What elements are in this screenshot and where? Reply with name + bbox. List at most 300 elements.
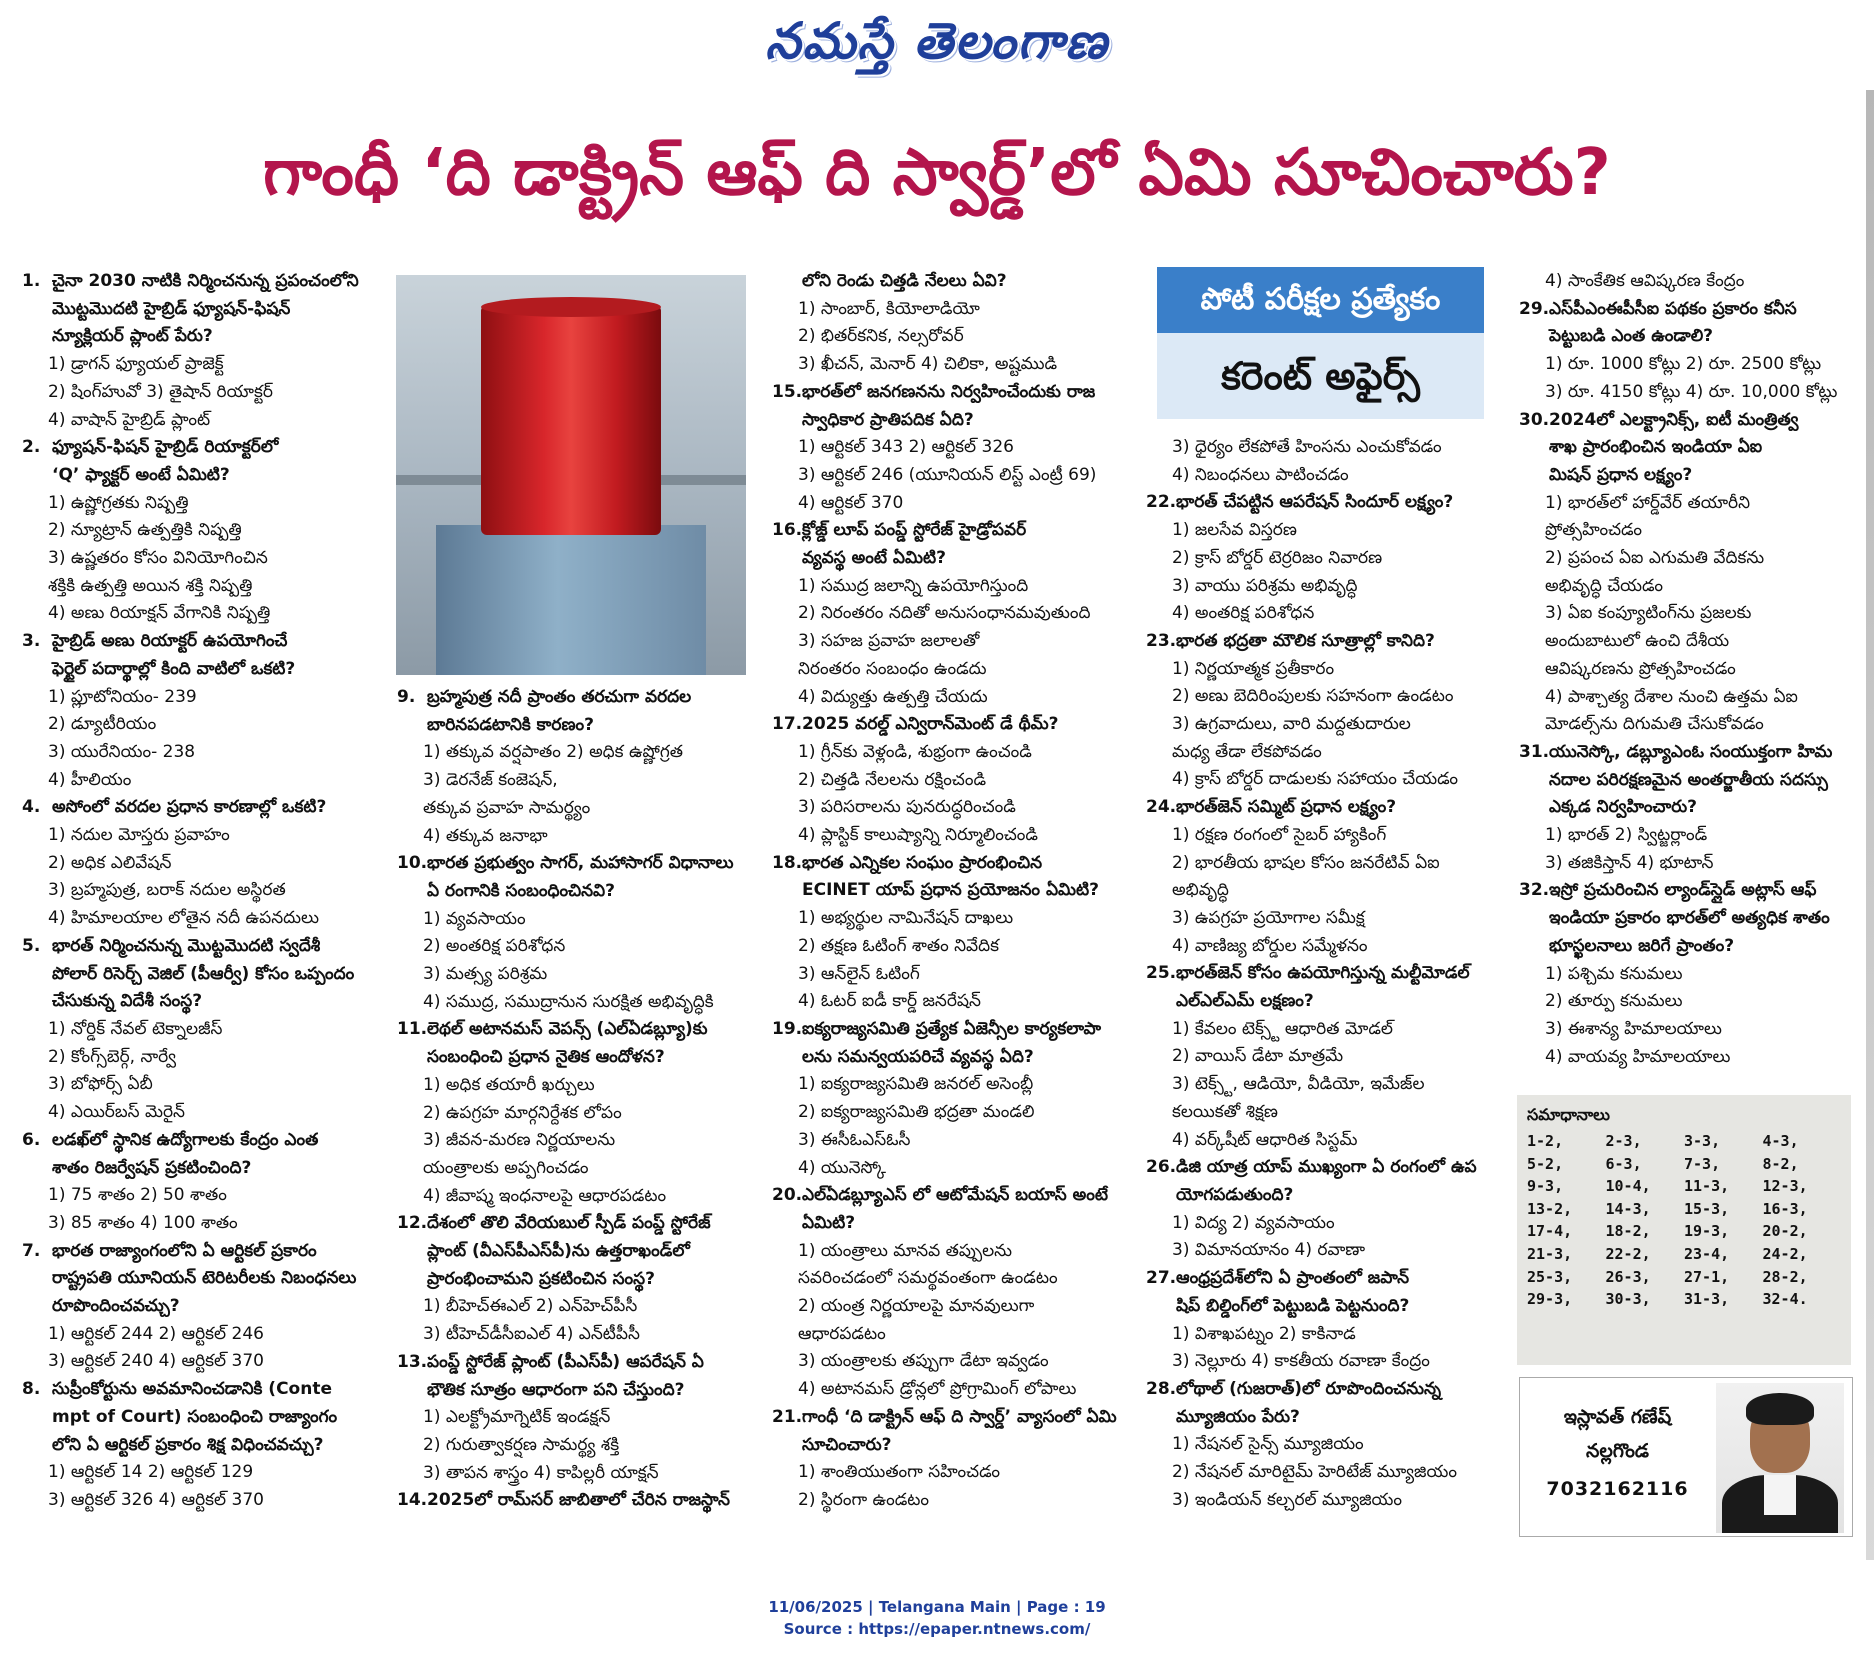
question-text: లను సమన్వయపరిచే వ్యవస్థ ఏది?: [802, 1046, 1034, 1067]
answer-key: 21-3,: [1527, 1244, 1573, 1263]
question-number: 9.: [397, 687, 416, 707]
question-line: [772, 379, 1128, 407]
answer-option: 1) యంత్రాలు మానవ తప్పులను: [798, 1240, 1012, 1261]
question-text: ఎక్కడ నిర్వహించారు?: [1549, 797, 1698, 818]
question-number: 18.: [772, 852, 803, 873]
answer-option: 1) నిర్ణయాత్మక ప్రతీకారం: [1172, 658, 1335, 679]
answer-key: 19-3,: [1684, 1222, 1730, 1241]
answer-option: 4) సముద్ర, సముద్రానున సురక్షిత అభివృద్ధికి: [423, 991, 714, 1012]
question-line: [772, 1182, 1128, 1210]
question-line: [1519, 296, 1859, 324]
question-number: 13.: [397, 1351, 428, 1372]
newspaper-logo: నమస్తే తెలంగాణ: [765, 12, 1109, 70]
answer-option: 2) క్రాస్ బోర్డర్ టెర్రరిజం నివారణ: [1172, 547, 1383, 568]
answer-option: 3) ఈశాన్య హిమాలయాలు: [1545, 1018, 1722, 1039]
question-line: [1146, 489, 1502, 517]
answer-option: 1) ప్లూటోనియం- 239: [48, 686, 197, 707]
question-number: 16.: [772, 520, 803, 541]
answer-option: 2) తూర్పు కనుమలు: [1545, 991, 1683, 1012]
answer-key: 25-3,: [1527, 1267, 1573, 1286]
column-4: [1146, 434, 1502, 1514]
question-text: భారత్‌లో జనగణనను నిర్వహించేందుకు రాజ: [802, 381, 1096, 402]
question-line: [397, 1349, 755, 1377]
answer-key: 24-2,: [1762, 1244, 1808, 1263]
question-line: [1146, 960, 1502, 988]
question-text: బ్రహ్మపుత్ర నదీ ప్రాంతం తరచుగా వరదల: [427, 687, 692, 707]
question-text: మిషన్ ప్రధాన లక్ష్యం?: [1549, 464, 1693, 485]
column-2: [397, 684, 755, 1515]
question-text: గాంధీ ‘ది డాక్ట్రిన్ ఆఫ్ ది స్వార్డ్’ వ్యాసంలో ఏమి: [802, 1406, 1117, 1427]
answer-option: 2) వాయిస్ డేటా మాత్రమే: [1172, 1046, 1344, 1067]
answer-key: 28-2,: [1762, 1267, 1808, 1286]
question-number: 20.: [772, 1185, 803, 1206]
answer-option: 1) డ్రాగన్ ఫ్యూయల్ ప్రాజెక్ట్: [48, 354, 224, 375]
answer-option: 2) ఐక్యరాజ్యసమితి భద్రతా మండలి: [798, 1102, 1035, 1123]
question-text: రాష్ట్రపతి యూనియన్ టెరిటరీలకు నిబంధనలు: [52, 1268, 357, 1289]
answer-option: 1) అధిక తయారీ ఖర్చులు: [423, 1074, 595, 1095]
answer-option: శక్తికి ఉత్పత్తి అయిన శక్తి నిష్పత్తి: [48, 575, 253, 596]
question-number: 12.: [397, 1213, 428, 1234]
question-number: 24.: [1146, 797, 1177, 818]
question-line: [772, 711, 1128, 739]
answer-option: అభివృద్ధి చేయడం: [1545, 575, 1663, 596]
answer-option: 3) సహజ ప్రవాహ జలాలతో: [798, 631, 980, 652]
answer-option: యంత్రాలకు అప్పగించడం: [423, 1157, 589, 1178]
author-place: నల్లగొండ: [1586, 1440, 1649, 1462]
special-box: [1157, 267, 1484, 419]
answer-option: 3) ఉగ్రవాదులు, వారి మద్దతుదారుల: [1172, 714, 1411, 735]
answer-option: 2) ప్రపంచ ఏఐ ఎగుమతి వేదికను: [1545, 548, 1765, 569]
answer-option: 3) బోఫోర్స్ ఏబీ: [48, 1074, 153, 1095]
footer-source-line: Source : https://epaper.ntnews.com/: [783, 1620, 1091, 1638]
answer-key: 29-3,: [1527, 1290, 1573, 1309]
answer-option: 1) నేషనల్ సైన్స్ మ్యూజియం: [1172, 1434, 1364, 1455]
answer-option: 3) నెల్లూరు 4) కాకతీయ రవాణా కేంద్రం: [1172, 1351, 1430, 1372]
headline-text: గాంధీ ‘ది డాక్ట్రిన్ ఆఫ్ ది స్వార్డ్’లో ఏమి సూచించారు?: [263, 136, 1611, 210]
answer-key: 8-2,: [1762, 1154, 1799, 1173]
question-text: షిప్ బిల్డింగ్‌లో పెట్టుబడి పెట్టనుంది?: [1176, 1295, 1410, 1316]
question-number: 3.: [22, 631, 41, 652]
question-text: 2024లో ఎలక్ట్రానిక్స్, ఐటీ మంత్రిత్వ: [1549, 409, 1799, 430]
question-text: అసోంలో వరదల ప్రధాన కారణాల్లో ఒకటి?: [52, 797, 327, 818]
question-number: 28.: [1146, 1378, 1177, 1399]
author-photo-hair: [1746, 1393, 1814, 1425]
answer-option: 2) భారతీయ భాషల కోసం జనరేటివ్ ఏఐ: [1172, 852, 1440, 873]
answer-option: 4) సాంకేతిక ఆవిష్కరణ కేంద్రం: [1545, 271, 1745, 291]
question-text: రూపొందించవచ్చు?: [52, 1296, 180, 1317]
answer-option: 3) యంత్రాలకు తప్పుగా డేటా ఇవ్వడం: [798, 1351, 1049, 1372]
answer-option: 1) కేవలం టెక్స్ట్ ఆధారిత మోడల్: [1172, 1018, 1393, 1039]
question-line: [397, 1487, 755, 1515]
answer-option: మధ్య తేడా లేకపోవడం: [1172, 741, 1322, 762]
question-text: బారినపడటానికి కారణం?: [427, 714, 595, 735]
question-line: [772, 850, 1128, 878]
question-line: [22, 1127, 374, 1155]
question-line: [772, 517, 1128, 545]
answer-option: 4) హీలియం: [48, 769, 132, 790]
answer-option: 4) అంతరిక్ష పరిశోధన: [1172, 603, 1315, 624]
question-number: 22.: [1146, 492, 1177, 513]
answer-option: 3) ధైర్యం లేకపోతే హింసను ఎంచుకోవడం: [1172, 437, 1442, 457]
question-text: డిజి యాత్ర యాప్ ముఖ్యంగా ఏ రంగంలో ఉప: [1176, 1157, 1477, 1178]
answer-option: 1) నోర్డిక్ నేవల్ టెక్నాలజీస్: [48, 1018, 223, 1039]
question-text: ఇండియా ప్రకారం భారత్‌లో అత్యధిక శాతం: [1549, 908, 1830, 929]
answer-option: 2) భితర్‌కనిక, నల్సరోవర్: [798, 326, 964, 347]
answer-option: 3) ఇండియన్ కల్చరల్ మ్యూజియం: [1172, 1489, 1403, 1510]
answer-option: 2) న్యూట్రాన్ ఉత్పత్తికి నిష్పత్తి: [48, 520, 242, 541]
answer-option: 3) ఈసీఓఎస్ఓసీ: [798, 1129, 911, 1150]
question-text: శాతం రిజర్వేషన్ ప్రకటించింది?: [52, 1157, 252, 1178]
answer-key: 17-4,: [1527, 1222, 1573, 1241]
answer-option: 4) వాషాన్ హైబ్రిడ్ ప్లాంట్: [48, 409, 211, 430]
author-photo: [1716, 1383, 1844, 1533]
answer-option: 3) ఖీచన్, మెనార్ 4) చిలికా, అష్టముడి: [798, 354, 1058, 375]
question-text: భారత్‌జెన్ కోసం ఉపయోగిస్తున్న మల్టీమోడల్: [1176, 963, 1470, 984]
question-text: భారత ఎన్నికల సంఘం ప్రారంభించిన: [802, 852, 1043, 873]
answer-option: 1) బీహెచ్ఈఎల్ 2) ఎన్‌హెచ్‌పీసీ: [423, 1296, 638, 1317]
question-text: భూస్ఖలనాలు జరిగే ప్రాంతం?: [1549, 935, 1735, 956]
answer-key: 32-4.: [1762, 1290, 1808, 1309]
question-text: పంప్డ్ స్టోరేజ్ ప్లాంట్ (పీఎస్‌పీ) ఆపరేషన్ ఏ: [427, 1351, 704, 1372]
answer-option: 2) నిరంతరం నదితో అనుసంధానమవుతుంది: [798, 603, 1091, 624]
answer-key: 4-3,: [1762, 1132, 1799, 1150]
answer-key: 11-3,: [1684, 1177, 1730, 1196]
question-text: వ్యవస్థ అంటే ఏమిటి?: [802, 548, 946, 569]
author-box: [1519, 1377, 1853, 1537]
question-text: మొట్టమొదటి హైబ్రిడ్ ఫ్యూషన్-ఫిషన్: [52, 298, 291, 319]
question-text: లెథల్ అటానమస్ వెపన్స్ (ఎల్ఏడబ్ల్యూ)కు: [427, 1019, 708, 1040]
answer-option: 4) అటానమస్ డ్రోన్లలో ప్రోగ్రామింగ్ లోపాలు: [798, 1379, 1077, 1400]
question-text: ఐక్యరాజ్యసమితి ప్రత్యేక ఏజెన్సీల కార్యకలాపా: [802, 1018, 1102, 1039]
answer-option: 1) నదుల మోస్తరు ప్రవాహం: [48, 825, 230, 846]
question-line: [22, 794, 374, 822]
answer-option: 3) పరిసరాలను పునరుద్ధరించండి: [798, 797, 1016, 818]
answer-option: 4) జీవాష్మ ఇంధనాలపై ఆధారపడటం: [423, 1185, 667, 1206]
answer-option: 3) ఉష్ణతరం కోసం వినియోగించిన: [48, 548, 268, 569]
answers-title: సమాధానాలు: [1527, 1105, 1610, 1124]
question-line: [1519, 739, 1859, 767]
answer-option: 1) వ్యవసాయం: [423, 908, 526, 929]
question-text: పెట్టుబడి ఎంత ఉండాలి?: [1549, 326, 1714, 347]
answer-option: 1) సముద్ర జలాన్ని ఉపయోగిస్తుంది: [798, 575, 1029, 596]
answer-option: 1) రక్షణ రంగంలో సైబర్ హ్యాకింగ్: [1172, 824, 1387, 845]
answer-key: 31-3,: [1684, 1290, 1730, 1309]
headline: [30, 118, 1844, 228]
question-number: 8.: [22, 1379, 41, 1400]
page-edge: [1866, 90, 1874, 1560]
answer-option: 3) టెక్స్ట్, ఆడియో, వీడియో, ఇమేజ్‌ల: [1172, 1074, 1425, 1095]
answer-option: 4) హిమాలయాల లోతైన నదీ ఉపనదులు: [48, 908, 319, 929]
masthead: [0, 6, 1874, 76]
question-line: [1519, 407, 1859, 435]
answer-key: 9-3,: [1527, 1177, 1564, 1196]
answer-option: 4) నిబంధనలు పాటించడం: [1172, 464, 1349, 485]
answers-grid: [1527, 1132, 1841, 1308]
question-line: [22, 434, 374, 462]
answer-option: 4) ఎయిర్‌బస్ మెరైన్: [48, 1102, 185, 1123]
question-number: 15.: [772, 381, 803, 402]
answer-option: నిరంతరం సంబంధం ఉండదు: [798, 658, 987, 679]
answer-option: 3) డెరనేజ్ కంజెషన్,: [423, 770, 558, 791]
answer-key: 6-3,: [1605, 1154, 1642, 1173]
answer-option: 3) ఆన్‌లైన్ ఓటింగ్: [798, 963, 920, 984]
answer-option: 1) విశాఖపట్నం 2) కాకినాడ: [1172, 1323, 1356, 1344]
answer-option: 4) క్రాస్ బోర్డర్ దాడులకు సహాయం చేయడం: [1172, 769, 1459, 790]
answer-option: 3) ఆర్టికల్ 326 4) ఆర్టికల్ 370: [48, 1489, 264, 1510]
question-line: [772, 1016, 1128, 1044]
answer-option: 2) కోంగ్స్‌బెర్గ్, నార్వే: [48, 1046, 176, 1067]
question-number: 4.: [22, 797, 41, 818]
answer-option: 3) ఉపగ్రహ ప్రయోగాల సమీక్ష: [1172, 907, 1365, 928]
question-number: 2.: [22, 437, 41, 458]
answer-key: 20-2,: [1762, 1222, 1808, 1241]
question-line: [22, 933, 374, 961]
answer-option: 1) శాంతియుతంగా సహించడం: [798, 1462, 1001, 1483]
question-text: భారత భద్రతా మౌలిక సూత్రాల్లో కానిది?: [1176, 630, 1435, 651]
question-number: 26.: [1146, 1157, 1177, 1178]
question-text: యునెస్కో, డబ్ల్యూఎంఓ సంయుక్తంగా హిమ: [1549, 741, 1833, 762]
question-text: ఏ రంగానికి సంబంధించినవి?: [427, 880, 616, 901]
answer-option: 2) చిత్తడి నేలలను రక్షించండి: [798, 769, 987, 790]
author-phone: 7032162116: [1546, 1478, 1689, 1500]
question-text: ప్లాంట్ (వీఎస్‌పీఎస్‌పీ)ను ఉత్తరాఖండ్‌లో: [427, 1241, 690, 1262]
answer-option: అందుబాటులో ఉంచి దేశీయ: [1545, 631, 1730, 652]
question-number: 7.: [22, 1240, 41, 1261]
question-line: [1146, 1265, 1502, 1293]
question-text: భౌతిక సూత్రం ఆధారంగా పని చేస్తుంది?: [427, 1379, 685, 1400]
question-text: ఫ్యూషన్-ఫిషన్ హైబ్రిడ్ రియాక్టర్‌లో: [52, 437, 279, 458]
question-line: [397, 850, 755, 878]
reactor-photo: [396, 275, 746, 675]
question-line: [397, 684, 755, 712]
answer-option: 3) 85 శాతం 4) 100 శాతం: [48, 1212, 238, 1233]
answer-option: కలయికతో శిక్షణ: [1172, 1101, 1278, 1122]
answer-option: 2) గురుత్వాకర్షణ సామర్థ్య శక్తి: [423, 1434, 620, 1455]
question-number: 19.: [772, 1018, 803, 1039]
photo-red-cylinder: [481, 305, 661, 535]
answer-key: 3-3,: [1684, 1132, 1721, 1150]
question-number: 30.: [1519, 409, 1550, 430]
question-line: [22, 628, 374, 656]
question-text: నదాల పరిరక్షణమైన అంతర్జాతీయ సదస్సు: [1549, 769, 1828, 790]
question-number: 29.: [1519, 298, 1550, 319]
question-text: యోగపడుతుంది?: [1176, 1184, 1294, 1205]
question-text: సుప్రీంకోర్టును అవమానించడానికి (Conte: [52, 1379, 332, 1400]
answer-option: 2) అంతరిక్ష పరిశోధన: [423, 936, 566, 957]
author-name: ఇస్లావత్ గణేష్: [1563, 1406, 1672, 1428]
question-number: 6.: [22, 1129, 41, 1150]
answer-option: 1) అభ్యర్థుల నామినేషన్ దాఖలు: [798, 908, 1014, 929]
answer-option: 1) గ్రీన్‌కు వెళ్లండి, శుభ్రంగా ఉంచండి: [798, 741, 1032, 762]
question-text: ఎస్‌పీఎంఈపీసీఐ పథకం ప్రకారం కనీస: [1549, 298, 1797, 319]
answer-option: 2) అధిక ఎలివేషన్: [48, 852, 172, 873]
question-text: న్యూక్లియర్ ప్లాంట్ పేరు?: [52, 326, 213, 347]
answer-key: 5-2,: [1527, 1154, 1564, 1173]
answer-key: 16-3,: [1762, 1199, 1808, 1218]
answer-option: 2) డ్యూటీరియం: [48, 714, 157, 735]
answer-key: 22-2,: [1605, 1244, 1651, 1263]
answer-key: 26-3,: [1605, 1267, 1651, 1286]
answer-key: 12-3,: [1762, 1177, 1808, 1196]
answer-option: 3) జీవన-మరణ నిర్ణయాలను: [423, 1130, 616, 1151]
answer-option: 3) మత్స్య పరిశ్రమ: [423, 964, 548, 985]
question-number: 32.: [1519, 880, 1550, 901]
answer-option: 3) తజికిస్తాన్ 4) భూటాన్: [1545, 852, 1714, 873]
answer-option: 1) ఆర్టికల్ 244 2) ఆర్టికల్ 246: [48, 1323, 264, 1344]
question-line: [1146, 1154, 1502, 1182]
answer-option: 2) నేషనల్ మారిటైమ్ హెరిటేజ్ మ్యూజియం: [1172, 1462, 1457, 1483]
answer-key: 18-2,: [1605, 1222, 1651, 1241]
question-line: [1519, 877, 1859, 905]
question-number: 17.: [772, 714, 803, 735]
author-photo-collar: [1764, 1475, 1796, 1515]
footer-date-line: 11/06/2025 | Telangana Main | Page : 19: [768, 1598, 1106, 1616]
footer: [0, 1596, 1874, 1640]
answer-option: 2) షింగ్‌హువో 3) తైషాన్ రియాక్టర్: [48, 381, 273, 402]
question-line: [1146, 628, 1502, 656]
question-number: 23.: [1146, 630, 1177, 651]
photo-cylinder-top: [481, 297, 661, 317]
answer-option: 1) 75 శాతం 2) 50 శాతం: [48, 1185, 227, 1206]
answer-key: 23-4,: [1684, 1244, 1730, 1263]
answer-option: 2) స్థిరంగా ఉండటం: [798, 1489, 930, 1510]
answer-option: 2) యంత్ర నిర్ణయాలపై మానవులుగా: [798, 1296, 1035, 1317]
question-text: ECINET యాప్ ప్రధాన ప్రయోజనం ఏమిటి?: [802, 880, 1100, 901]
question-text: 2025లో రామ్‌సర్ జాబితాలో చేరిన రాజస్థాన్: [427, 1490, 730, 1511]
question-text: ఏమిటి?: [802, 1212, 856, 1233]
special-box-title: పోటీ పరీక్షల ప్రత్యేకం: [1157, 267, 1484, 333]
answer-option: 4) విద్యుత్తు ఉత్పత్తి చేయదు: [798, 686, 988, 707]
question-text: mpt of Court) సంబంధించి రాజ్యాంగం: [52, 1406, 338, 1427]
answer-option: 1) భారత్‌లో హార్డ్‌వేర్ తయారీని: [1545, 492, 1751, 513]
question-text: ఎల్ఏడబ్ల్యూఎస్ లో ఆటోమేషన్ బయాస్ అంటే: [802, 1185, 1108, 1206]
question-number: 10.: [397, 853, 428, 874]
answer-key: 10-4,: [1605, 1177, 1651, 1196]
answer-option: 4) యునెస్కో: [798, 1157, 886, 1178]
answer-option: 3) బ్రహ్మపుత్ర, బరాక్ నదుల అస్థిరత: [48, 880, 286, 901]
answer-option: 3) టీహెచ్‌డీసీఐఎల్ 4) ఎన్‌టీపీసీ: [423, 1324, 640, 1345]
answer-option: ఆధారపడటం: [798, 1323, 886, 1344]
answer-option: 3) ఏఐ కంప్యూటింగ్‌ను ప్రజలకు: [1545, 603, 1752, 624]
answer-option: 1) జలసేవ విస్తరణ: [1172, 520, 1297, 541]
question-text: ప్రారంభించామని ప్రకటించిన సంస్థ?: [427, 1268, 655, 1289]
answer-key: 30-3,: [1605, 1290, 1651, 1309]
column-1: [22, 268, 374, 1515]
answer-option: 3) వాయు పరిశ్రమ అభివృద్ధి: [1172, 575, 1358, 596]
question-text: ఆంధ్రప్రదేశ్‌లోని ఏ ప్రాంతంలో జపాన్: [1176, 1268, 1410, 1289]
column-5: [1519, 268, 1859, 1071]
answer-option: అభివృద్ధి: [1172, 880, 1229, 901]
answer-option: 1) పశ్చిమ కనుమలు: [1545, 963, 1683, 984]
question-text: చేసుకున్న విదేశీ సంస్థ?: [52, 991, 203, 1012]
answer-option: 4) అణు రియాక్షన్ వేగానికి నిష్పత్తి: [48, 603, 271, 624]
answer-option: 4) ఆర్టికల్ 370: [798, 492, 904, 513]
answer-option: 1) ఎలక్ట్రోమాగ్నెటిక్ ఇండక్షన్: [423, 1407, 611, 1428]
question-text: లోని ఏ ఆర్టికల్ ప్రకారం శిక్ష విధించవచ్చు?: [52, 1434, 324, 1455]
answer-option: 2) తక్షణ ఓటింగ్ శాతం నివేదిక: [798, 935, 1000, 956]
question-text: లోని రెండు చిత్తడి నేలలు ఏవి?: [802, 271, 1007, 291]
question-number: 25.: [1146, 963, 1177, 984]
column-3: [772, 268, 1128, 1515]
question-text: ఎల్ఎల్ఎమ్ లక్షణం?: [1176, 991, 1314, 1012]
answer-option: 1) ఆర్టికల్ 343 2) ఆర్టికల్ 326: [798, 437, 1014, 458]
question-number: 5.: [22, 935, 41, 956]
question-number: 21.: [772, 1406, 803, 1427]
answer-option: 4) ప్లాస్టిక్ కాలుష్యాన్ని నిర్మూలించండి: [798, 825, 1038, 846]
question-line: [1146, 794, 1502, 822]
question-text: శాఖ ప్రారంభించిన ఇండియా ఏఐ: [1549, 437, 1763, 458]
answer-option: 1) తక్కువ వర్షపాతం 2) అధిక ఉష్ణోగ్రత: [423, 742, 683, 763]
answer-option: 1) సాంబార్, కియోలాడియో: [798, 298, 980, 319]
question-number: 14.: [397, 1490, 428, 1511]
answer-option: 1) ఆర్టికల్ 14 2) ఆర్టికల్ 129: [48, 1462, 254, 1483]
question-text: భారత్‌జెన్ సమ్మిట్ ప్రధాన లక్ష్యం?: [1176, 797, 1397, 818]
question-line: [1146, 1376, 1502, 1404]
question-text: సూచించారు?: [802, 1434, 892, 1455]
answer-option: 1) భారత్ 2) స్విట్జర్లాండ్: [1545, 825, 1708, 846]
answer-option: 1) ఐక్యరాజ్యసమితి జనరల్ అసెంబ్లీ: [798, 1074, 1034, 1095]
answer-key: 2-3,: [1605, 1132, 1642, 1150]
answer-option: 4) వాణిజ్య బోర్డుల సమ్మేళనం: [1172, 935, 1368, 956]
question-line: [22, 1376, 374, 1404]
question-text: మ్యూజియం పేరు?: [1176, 1406, 1300, 1427]
question-text: సంబంధించి ప్రధాన నైతిక ఆందోళన?: [427, 1047, 665, 1068]
question-text: క్లోజ్డ్ లూప్ పంప్డ్ స్టోరేజ్ హైడ్రోపవర్: [802, 520, 1027, 541]
answers-box: [1517, 1095, 1851, 1365]
answer-key: 13-2,: [1527, 1199, 1573, 1218]
answer-option: తక్కువ ప్రవాహ సామర్థ్యం: [423, 797, 591, 818]
special-box-subtitle: కరెంట్ అఫైర్స్: [1157, 333, 1484, 419]
answer-option: 2) అణు బెదిరింపులకు సహనంగా ఉండటం: [1172, 686, 1454, 707]
question-text: భారత్ చేపట్టిన ఆపరేషన్ సిందూర్ లక్ష్యం?: [1176, 492, 1454, 513]
question-text: భారత రాజ్యాంగంలోని ఏ ఆర్టికల్ ప్రకారం: [52, 1240, 317, 1261]
question-line: [22, 1238, 374, 1266]
answer-option: 4) వాయవ్య హిమాలయాలు: [1545, 1046, 1731, 1067]
answer-option: 3) విమానయానం 4) రవాణా: [1172, 1240, 1366, 1261]
answer-key: 15-3,: [1684, 1199, 1730, 1218]
answer-option: 3) ఆర్టికల్ 240 4) ఆర్టికల్ 370: [48, 1351, 264, 1372]
answer-key: 27-1,: [1684, 1267, 1730, 1286]
question-number: 1.: [22, 271, 41, 291]
question-number: 27.: [1146, 1268, 1177, 1289]
answer-key: 1-2,: [1527, 1132, 1564, 1150]
question-text: స్వాధికార ప్రాతిపదిక ఏది?: [802, 409, 974, 430]
question-text: 2025 వరల్డ్ ఎన్విరాన్‌మెంట్ డే థీమ్?: [802, 714, 1059, 735]
answer-option: 4) ఓటర్ ఐడీ కార్డ్ జనరేషన్: [798, 991, 981, 1012]
answer-option: 1) విద్య 2) వ్యవసాయం: [1172, 1212, 1335, 1233]
question-text: ఇస్రో ప్రచురించిన ల్యాండ్‌స్లైడ్ అట్లాస్ ఆఫ్: [1549, 880, 1817, 901]
question-text: హైబ్రిడ్ అణు రియాక్టర్ ఉపయోగించే: [52, 631, 288, 652]
answer-option: 4) వర్క్‌షీట్ ఆధారిత సిస్టమ్: [1172, 1129, 1358, 1150]
question-text: పోలార్ రిసెర్చ్ వెజిల్ (పీఆర్వీ) కోసం ఒప్పందం: [52, 963, 355, 984]
question-text: లోథాల్ (గుజరాత్)లో రూపొందించనున్న: [1176, 1378, 1441, 1399]
answer-option: 2) ఉపగ్రహ మార్గనిర్దేశక లోపం: [423, 1102, 622, 1123]
question-number: 11.: [397, 1019, 428, 1040]
answer-option: ప్రోత్సహించడం: [1545, 520, 1642, 541]
answer-option: 3) యురేనియం- 238: [48, 741, 196, 762]
answer-option: సవరించడంలో సమర్థవంతంగా ఉండటం: [798, 1268, 1058, 1289]
answer-key: 14-3,: [1605, 1199, 1651, 1218]
question-text: ఫెర్టైల్ పదార్థాల్లో కింది వాటిలో ఒకటి?: [52, 658, 296, 679]
question-text: చైనా 2030 నాటికి నిర్మించనున్న ప్రపంచంలోని: [52, 271, 359, 291]
answer-option: ఆవిష్కరణను ప్రోత్సహించడం: [1545, 658, 1736, 679]
question-text: లడఖ్‌లో స్థానిక ఉద్యోగాలకు కేంద్రం ఎంత: [52, 1129, 319, 1150]
answer-key: 7-3,: [1684, 1154, 1721, 1173]
answer-option: 3) రూ. 4150 కోట్లు 4) రూ. 10,000 కోట్లు: [1545, 381, 1838, 402]
question-text: భారత్ నిర్మించనున్న మొట్టమొదటి స్వదేశీ: [52, 935, 321, 956]
question-line: [772, 1404, 1128, 1432]
answer-option: 4) తక్కువ జనాభా: [423, 825, 548, 846]
